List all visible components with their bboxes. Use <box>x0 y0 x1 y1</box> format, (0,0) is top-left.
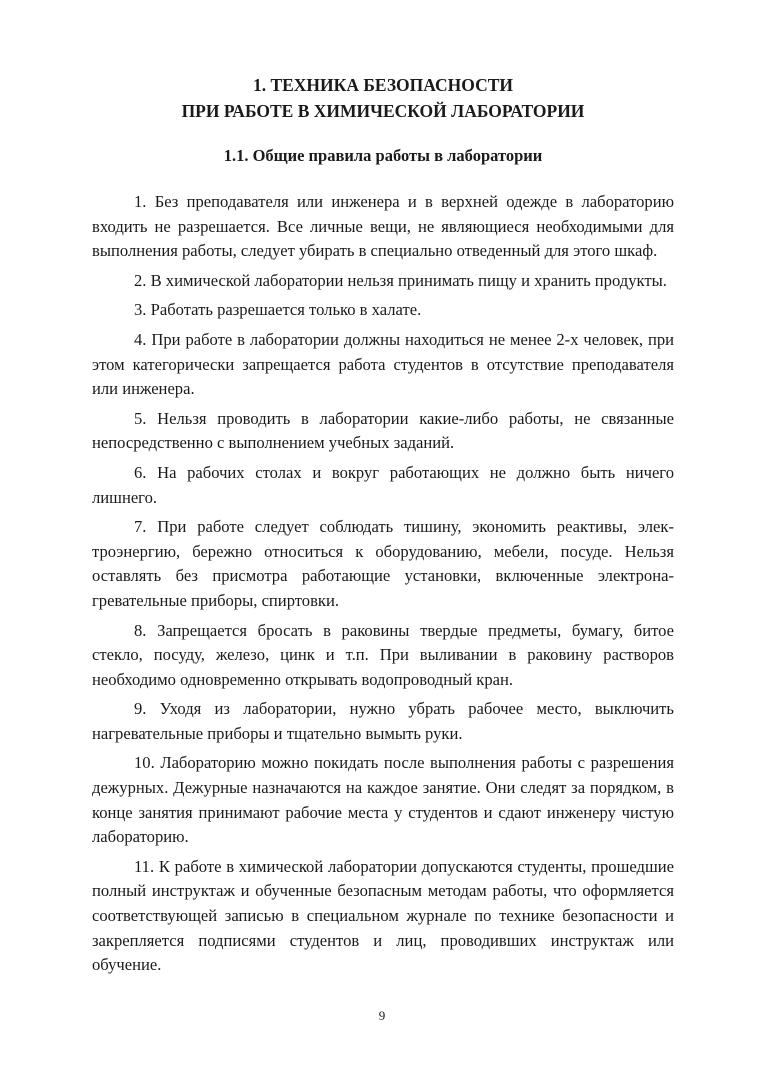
rule-paragraph: 11. К работе в химической лаборатории допускаются студенты, прошедшие полный инструктаж и обученные безопасным методам работы, что оформляется соответствующей записью в специальном журнале по технике безопасности и закрепляется подписями студентов и лиц, проводивших инструктаж или обучение. <box>92 856 674 975</box>
rule-paragraph: 10. Лабораторию можно покидать после выполнения работы с разрешения дежурных. Дежурные назначаются на каждое занятие. Они следят за порядком, в конце занятия принимают рабочие места у студентов и сдают инженеру чистую лабораторию. <box>92 753 674 847</box>
chapter-title-line-2: ПРИ РАБОТЕ В ХИМИЧЕСКОЙ ЛАБОРАТОРИИ <box>181 101 585 121</box>
rule-paragraph: 9. Уходя из лаборатории, нужно убрать рабочее место, выключить нагревательные приборы и тщательно вымыть руки. <box>92 699 674 743</box>
rule-paragraph: 3. Работать разрешается только в халате. <box>134 300 422 320</box>
rule-paragraph: 5. Нельзя проводить в лаборатории какие-либо работы, не связанные непосредственно с выполнением учебных заданий. <box>92 408 674 453</box>
section-title: 1.1. Общие правила работы в лаборатории <box>223 146 543 165</box>
chapter-title-line-1: 1. ТЕХНИКА БЕЗОПАСНОСТИ <box>252 75 514 95</box>
rule-paragraph: 4. При работе в лаборатории должны находиться не менее 2-х человек, при этом категорически запрещается работа студентов в отсутствие преподавателя или инженера. <box>92 329 674 399</box>
rule-paragraph: 2. В химической лаборатории нельзя принимать пищу и хранить продукты. <box>134 270 667 290</box>
rule-paragraph: 8. Запрещается бросать в раковины твердые предметы, бумагу, битое стекло, посуду, железо, цинк и т.п. При выливании в раковину растворов необходимо одновременно открывать водопроводный кран. <box>92 620 674 689</box>
rules-list <box>92 190 674 978</box>
rule-paragraph: 7. При работе следует соблюдать тишину, экономить реактивы, электроэнергию, бережно относиться к оборудованию, мебели, посуде. Нельзя оставлять без присмотра работающие установки, включенные электронагревательные приборы, спиртовки. <box>92 517 674 610</box>
page-number: 9 <box>378 1008 386 1023</box>
rule-paragraph: 1. Без преподавателя или инженера и в верхней одежде в лабораторию входить не разрешается. Все личные вещи, не являющиеся необходимыми для выполнения работы, следует убирать в специально отведенный для этого шкаф. <box>92 192 674 261</box>
chapter-title <box>92 72 674 124</box>
document-page <box>92 72 674 983</box>
rule-paragraph: 6. На рабочих столах и вокруг работающих не должно быть ничего лишнего. <box>92 462 674 507</box>
